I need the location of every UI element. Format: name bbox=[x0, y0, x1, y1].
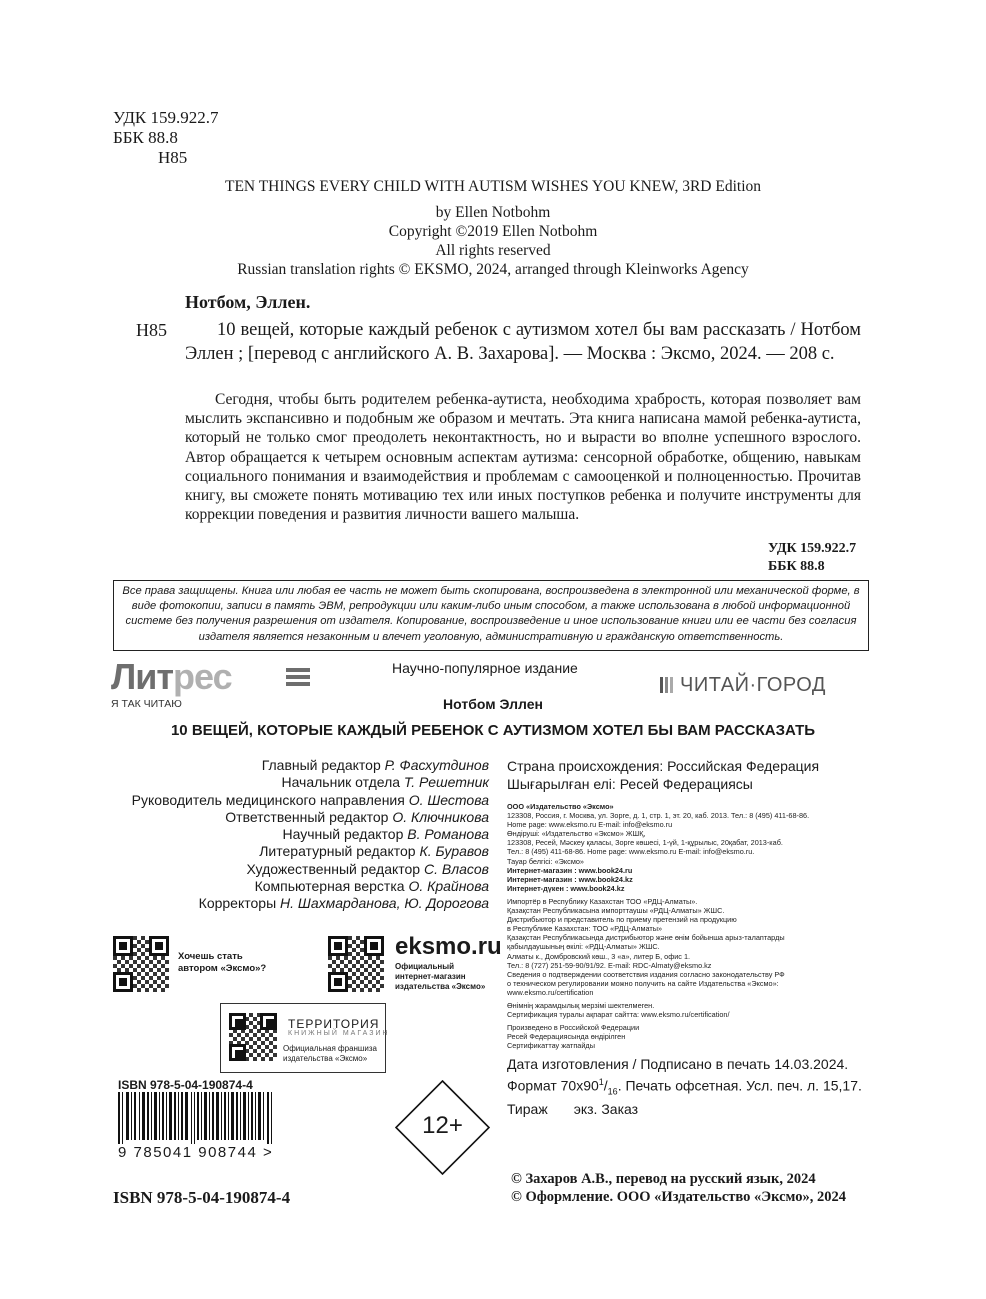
imprint-line: Импортёр в Республику Казахстан ТОО «РДЦ-Алматы». bbox=[507, 896, 698, 906]
biblio-codes bbox=[768, 540, 856, 576]
imprint-line: www.eksmo.ru/certification bbox=[507, 987, 594, 997]
imprint-line: Сведения о подтверждении соответствия издания согласно законодательству РФ bbox=[507, 969, 785, 979]
print-format: Формат $70х90^1/_{16}$. Печать офсетная. Усл. печ. л. 15,17. bbox=[507, 1077, 862, 1097]
territory-caption: Официальная франшиза издательства «Эксмо» bbox=[283, 1044, 377, 1063]
imprint-line: Қазақстан Республикасына импорттаушы «РДЦ-Алматы» ЖШС. bbox=[507, 906, 725, 916]
imprint-line: Сертификаттау жатпайды bbox=[507, 1041, 595, 1051]
rights-notice: Все права защищены. Книга или любая ее часть не может быть скопирована, воспроизведена в электронной или механической форме, в виде фотокопии, записи в память ЭВМ, репродукции или каким-либо иным способом, а также использована в любой информационной системе без получения разрешения от издателя. Копирование, воспроизведение и иное использование книги или ее части без согласия издателя является незаконным и влечет уголовную, административную и гражданскую ответственность. bbox=[113, 580, 869, 651]
imprint-line: 123308, Россия, г. Москва, ул. Зорге, д. 1, стр. 1, эт. 20, каб. 2013. Тел.: 8 (495) 411-68-86. bbox=[507, 811, 810, 821]
imprint-line: қабылдаушының өкілі: «РДЦ-Алматы» ЖШС. bbox=[507, 942, 660, 952]
chitai-gorod-icon bbox=[660, 677, 675, 698]
imprint-line: Өнімнің жарамдылық мерзімі шектелмеген. bbox=[507, 1000, 655, 1010]
copyright-translation: © Захаров А.В., перевод на русский язык, 2024 bbox=[511, 1171, 816, 1187]
copyrights bbox=[511, 1170, 846, 1206]
original-title: TEN THINGS EVERY CHILD WITH AUTISM WISHES YOU KNEW, 3RD Edition bbox=[224, 178, 762, 195]
staff-list bbox=[100, 757, 489, 913]
print-date: Дата изготовления / Подписано в печать 14.03.2024. bbox=[507, 1056, 849, 1072]
imprint-line: ООО «Издательство «Эксмо» bbox=[507, 802, 614, 811]
isbn-small: ISBN 978-5-04-190874-4 bbox=[118, 1078, 253, 1092]
litres-logo bbox=[111, 656, 232, 698]
original-author: by Ellen Notbohm bbox=[435, 204, 551, 221]
edition-author: Нотбом Эллен bbox=[443, 696, 543, 712]
imprint-line: о техническом регулировании можно получить на сайте Издательства «Эксмо»: bbox=[507, 978, 779, 988]
staff-row: Корректоры Н. Шахмарданова, Ю. Дорогова bbox=[198, 895, 489, 912]
territory-logo: ТЕРРИТОРИЯ bbox=[288, 1017, 380, 1031]
abstract: Сегодня, чтобы быть родителем ребенка-аутиста, необходима храбрость, которая позволяет вам мыслить экспансивно и подобным же образом и мечтать. Эта книга написана мамой ребенка-аутиста, который не только смог преодолеть неконтактность, но и вырасти во вполне успешного взрослого. Автор обращается к четырем основным аспектам аутизма: сенсорной обработке, общению, навыкам социального понимания и взаимодействия и проблемам с самооценкой и полноценностью. Прочитав книгу, вы сможете понять мотивацию тех или иных поступков ребенка и получите инструменты для коррекции поведения и развития личности вашего малыша. bbox=[185, 391, 861, 524]
chitai-gorod-logo: ЧИТАЙ·ГОРОД bbox=[680, 674, 826, 696]
imprint-line: Произведено в Российской Федерации bbox=[507, 1023, 640, 1033]
edition-genre: Научно-популярное издание bbox=[392, 660, 578, 676]
biblio-bbk: ББК 88.8 bbox=[768, 559, 825, 574]
imprint-line: Дистрибьютор и представитель по приему претензий на продукцию bbox=[507, 915, 737, 925]
print-info bbox=[507, 1055, 862, 1118]
author-qr-caption: Хочешь стать автором «Эксмо»? bbox=[178, 951, 267, 974]
author-heading: Нотбом, Эллен. bbox=[185, 292, 311, 312]
original-rights: All rights reserved bbox=[435, 242, 551, 259]
translation-rights: Russian translation rights © EKSMO, 2024, arranged through Kleinworks Agency bbox=[237, 261, 749, 278]
biblio-udk: УДК 159.922.7 bbox=[768, 541, 857, 556]
print-run: Тираж экз. Заказ bbox=[507, 1101, 639, 1118]
staff-row: Руководитель медицинского направления О. Шестова bbox=[131, 791, 489, 808]
author-qr-code-icon bbox=[113, 936, 169, 992]
imprint-line: в Республике Казахстан: ТОО «РДЦ-Алматы» bbox=[507, 924, 663, 934]
territory-qr-code-icon bbox=[229, 1013, 277, 1061]
imprint-line: Тел.: 8 (495) 411-68-86. Home page: www.eksmo.ru E-mail: info@eksmo.ru. bbox=[507, 847, 755, 857]
country-kz: Шығарылған елі: Ресей Федерациясы bbox=[507, 776, 753, 792]
litres-logo-part-1: Лит bbox=[111, 656, 174, 697]
original-edition-info bbox=[0, 177, 986, 279]
barcode-icon bbox=[118, 1092, 274, 1144]
bibliographic-record: 10 вещей, которые каждый ребенок с аутизмом хотел бы вам рассказать / Нотбом Эллен ; [перевод с английского А. В. Захарова]. — Москва : Эксмо, 2024. — 208 с. bbox=[185, 320, 861, 364]
biblio-author-mark: Н85 bbox=[136, 320, 167, 340]
udk-code: УДК 159.922.7 bbox=[113, 108, 219, 127]
imprint-line: Қазақстан Республикасында дистрибьютор және өнім бойынша арыз-талаптарды bbox=[507, 933, 785, 943]
staff-row: Начальник отдела Т. Решетник bbox=[281, 774, 489, 791]
imprint-block bbox=[507, 802, 827, 1050]
staff-row: Художественный редактор С. Власов bbox=[246, 860, 489, 877]
litres-slogan: Я ТАК ЧИТАЮ bbox=[111, 698, 182, 710]
staff-row: Главный редактор Р. Фасхутдинов bbox=[261, 757, 489, 773]
eksmo-logo: eksmo.ru bbox=[395, 933, 502, 960]
eksmo-qr-caption: Официальный интернет-магазин издательства «Эксмо» bbox=[395, 962, 486, 991]
imprint-line: Тауар белгісі: «Эксмо» bbox=[507, 856, 584, 866]
author-mark: Н85 bbox=[158, 148, 188, 167]
territory-subtitle: КНИЖНЫЙ МАГАЗИН bbox=[288, 1030, 390, 1037]
litres-menu-icon bbox=[286, 668, 310, 689]
imprint-line: Тел.: 8 (727) 251-59-90/91/92. E-mail: RDC-Almaty@eksmo.kz bbox=[507, 960, 712, 970]
imprint-line: Интернет-магазин : www.book24.ru bbox=[507, 865, 633, 875]
original-copyright: Copyright ©2019 Ellen Notbohm bbox=[388, 223, 598, 240]
imprint-line: Интернет-дүкен : www.book24.kz bbox=[507, 883, 625, 893]
bbk-code: ББК 88.8 bbox=[113, 128, 178, 147]
staff-row: Компьютерная верстка О. Крайнова bbox=[254, 878, 489, 895]
barcode-digits: 9 785041 908744 > bbox=[118, 1144, 274, 1161]
litres-logo-part-2: рес bbox=[173, 656, 232, 697]
imprint-line: Сертификация туралы ақпарат сайтта: www.eksmo.ru/certification/ bbox=[507, 1010, 730, 1020]
age-rating: 12+ bbox=[422, 1112, 463, 1139]
copyright-design: © Оформление. ООО «Издательство «Эксмо», 2024 bbox=[511, 1189, 846, 1205]
staff-row: Ответственный редактор О. Ключникова bbox=[225, 808, 489, 825]
isbn-main: ISBN 978-5-04-190874-4 bbox=[113, 1188, 291, 1207]
imprint-line: Ресей Федерациясында өндірілген bbox=[507, 1032, 626, 1042]
country-of-origin bbox=[507, 757, 819, 793]
imprint-line: Home page: www.eksmo.ru E-mail: info@eksmo.ru bbox=[507, 820, 673, 830]
classification-codes bbox=[113, 108, 219, 168]
country-ru: Страна происхождения: Российская Федерация bbox=[507, 758, 820, 774]
imprint-line: Интернет-магазин : www.book24.kz bbox=[507, 874, 633, 884]
imprint-line: Өндіруші: «Издательство «Эксмо» ЖШҚ, bbox=[507, 829, 646, 839]
edition-title: 10 ВЕЩЕЙ, КОТОРЫЕ КАЖДЫЙ РЕБЕНОК С АУТИЗМОМ ХОТЕЛ БЫ ВАМ РАССКАЗАТЬ bbox=[170, 722, 816, 739]
staff-row: Научный редактор В. Романова bbox=[282, 826, 489, 843]
imprint-line: 123308, Ресей, Мәскеу қаласы, Зорге көшесі, 1-үй, 1-құрылыс, 20қабат, 2013-каб. bbox=[507, 838, 783, 848]
imprint-line: Алматы к., Домбровский көш., 3 «а», литер Б, офис 1. bbox=[507, 951, 691, 961]
eksmo-qr-code-icon bbox=[328, 936, 384, 992]
staff-row: Литературный редактор К. Буравов bbox=[259, 843, 489, 860]
